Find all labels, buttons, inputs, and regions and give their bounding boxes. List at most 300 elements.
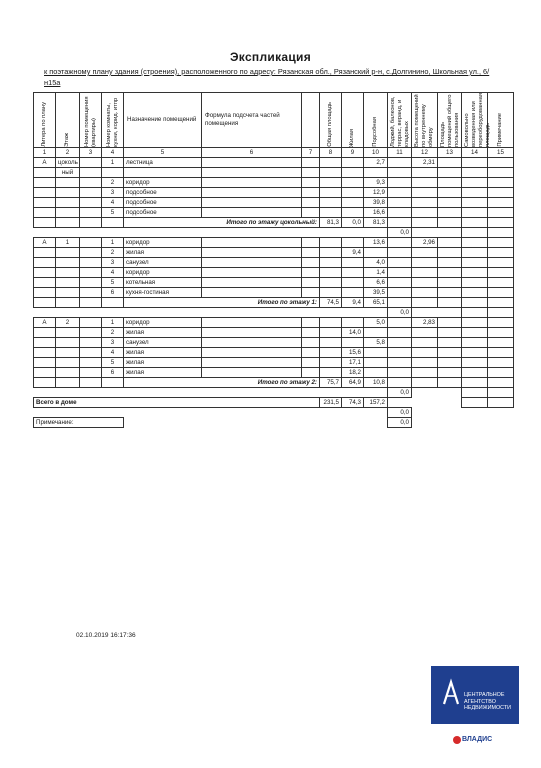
purpose-cell: коридор [124, 178, 202, 188]
note-cell [488, 238, 514, 248]
unauth-cell [462, 208, 488, 218]
table-row [34, 258, 514, 268]
common-cell [438, 178, 462, 188]
room-cell: 2 [102, 178, 124, 188]
apt-cell [80, 278, 102, 288]
col-num: 7 [302, 148, 320, 158]
note-cell [488, 318, 514, 328]
apt-cell [80, 318, 102, 328]
header-apt: Номер помещения (квартиры) [83, 96, 97, 148]
header-living: Жилая [349, 128, 355, 148]
col-num: 3 [80, 148, 102, 158]
brand-icon [453, 736, 461, 744]
common-cell [438, 358, 462, 368]
header-formula: Формула подсчета частей помещения [202, 93, 302, 148]
brand-name: ВЛАДИС [462, 736, 493, 743]
room-cell: 2 [102, 328, 124, 338]
aux-cell: 13,6 [364, 238, 388, 248]
living-cell: 14,0 [342, 328, 364, 338]
unauth-cell [462, 348, 488, 358]
common-cell [438, 208, 462, 218]
lodg-cell [388, 248, 412, 258]
empty-cell [302, 338, 320, 348]
table-row [34, 318, 514, 328]
table-row [34, 328, 514, 338]
purpose-cell: подсобное [124, 198, 202, 208]
purpose-cell: коридор [124, 238, 202, 248]
aux-cell [364, 358, 388, 368]
unauth-cell [462, 338, 488, 348]
formula-cell [202, 188, 302, 198]
formula-cell [202, 198, 302, 208]
apt-cell [80, 338, 102, 348]
room-cell: 1 [102, 158, 124, 168]
header-purpose: Назначение помещений [124, 93, 202, 148]
floor-cell: 1 [56, 238, 80, 248]
apt-cell [80, 358, 102, 368]
lodg-cell [388, 158, 412, 168]
room-cell: 1 [102, 318, 124, 328]
apt-cell [80, 168, 102, 178]
height-cell [412, 278, 438, 288]
height-cell [412, 178, 438, 188]
room-cell: 3 [102, 338, 124, 348]
note-cell [488, 288, 514, 298]
aux-cell: 39,5 [364, 288, 388, 298]
liter-cell [34, 248, 56, 258]
grand-lodg-cell: 0,0 [388, 408, 412, 418]
liter-cell [34, 288, 56, 298]
col-num: 1 [34, 148, 56, 158]
floor-cell: 2 [56, 318, 80, 328]
common-cell [438, 338, 462, 348]
table-row [34, 248, 514, 258]
note-cell [488, 268, 514, 278]
aux-cell: 9,3 [364, 178, 388, 188]
height-cell [412, 248, 438, 258]
header-liter: Литера по плану [41, 102, 47, 148]
unauth-cell [462, 188, 488, 198]
formula-cell [202, 208, 302, 218]
total-cell [320, 368, 342, 378]
empty-cell [302, 268, 320, 278]
purpose-cell: жилая [124, 248, 202, 258]
address-line: к поэтажному плану здания (строения), расположенного по адресу: Рязанская обл., Рязанский р-н, с.Долгинино, Школьная ул., 6/н15а [44, 67, 490, 87]
room-cell: 5 [102, 278, 124, 288]
apt-cell [80, 258, 102, 268]
liter-cell [34, 198, 56, 208]
height-cell [412, 368, 438, 378]
total-cell [320, 338, 342, 348]
header-floor: Этаж [64, 133, 70, 148]
total-cell [320, 358, 342, 368]
floor-cell [56, 348, 80, 358]
purpose-cell: санузел [124, 258, 202, 268]
purpose-cell: жилая [124, 328, 202, 338]
apt-cell [80, 208, 102, 218]
grand-total-label: Всего в доме [34, 398, 320, 408]
living-cell [342, 188, 364, 198]
room-cell: 4 [102, 268, 124, 278]
purpose-cell: лестница [124, 158, 202, 168]
floor-cell [56, 178, 80, 188]
floor-cell [56, 198, 80, 208]
total-cell [320, 238, 342, 248]
aux-cell: 4,0 [364, 258, 388, 268]
table-row [34, 208, 514, 218]
common-cell [438, 318, 462, 328]
floor-cell [56, 268, 80, 278]
living-cell: 9,4 [342, 298, 364, 308]
header-lodg: Лоджий, балконов, террас, веранд, и кладовых [390, 96, 410, 148]
table-row [34, 348, 514, 358]
lodg-cell [388, 288, 412, 298]
height-cell [412, 198, 438, 208]
height-cell: 2,96 [412, 238, 438, 248]
liter-cell [34, 328, 56, 338]
room-cell: 4 [102, 198, 124, 208]
common-cell [438, 278, 462, 288]
note-cell [488, 188, 514, 198]
total-cell: 81,3 [320, 218, 342, 228]
note-cell [488, 278, 514, 288]
table-row [34, 188, 514, 198]
apt-cell [80, 238, 102, 248]
aux-cell: 2,7 [364, 158, 388, 168]
lodg-cell: 0,0 [388, 228, 412, 238]
apt-cell [80, 188, 102, 198]
note-cell [488, 358, 514, 368]
living-cell [342, 288, 364, 298]
lodg-cell [388, 178, 412, 188]
header-row [34, 93, 514, 148]
unauth-cell [462, 278, 488, 288]
common-cell [438, 268, 462, 278]
height-cell [412, 208, 438, 218]
total-cell [320, 288, 342, 298]
liter-cell [34, 178, 56, 188]
common-cell [438, 328, 462, 338]
room-cell: 3 [102, 188, 124, 198]
room-cell [102, 168, 124, 178]
col-num: 9 [342, 148, 364, 158]
formula-cell [202, 158, 302, 168]
living-cell: 9,4 [342, 248, 364, 258]
apt-cell [80, 328, 102, 338]
col-num: 4 [102, 148, 124, 158]
note-cell [488, 328, 514, 338]
header-common: Площадь помещений общего пользования [440, 94, 460, 148]
total-row-cokol [34, 218, 514, 228]
room-cell: 2 [102, 248, 124, 258]
room-cell: 3 [102, 258, 124, 268]
header-note: Примечание [497, 113, 503, 148]
formula-cell [202, 258, 302, 268]
total-cell [320, 248, 342, 258]
liter-cell [34, 258, 56, 268]
aux-cell [364, 248, 388, 258]
section-cokol [34, 158, 514, 218]
floor-cell [56, 208, 80, 218]
unauth-cell [462, 158, 488, 168]
table-row [34, 278, 514, 288]
lodg-cell [388, 168, 412, 178]
col-num: 11 [388, 148, 412, 158]
table-row [34, 238, 514, 248]
col-num: 10 [364, 148, 388, 158]
liter-cell [34, 368, 56, 378]
purpose-cell [124, 168, 202, 178]
apt-cell [80, 268, 102, 278]
table-row [34, 198, 514, 208]
formula-cell [202, 168, 302, 178]
header-empty [302, 93, 320, 148]
agency-logo-icon [442, 680, 460, 706]
common-cell [438, 158, 462, 168]
lodg-cell [388, 348, 412, 358]
apt-cell [80, 368, 102, 378]
living-cell [342, 318, 364, 328]
floor-cell [56, 278, 80, 288]
lodg-cell [388, 278, 412, 288]
table-row [34, 358, 514, 368]
empty-cell [302, 278, 320, 288]
table-row [34, 268, 514, 278]
living-cell: 15,6 [342, 348, 364, 358]
formula-cell [202, 348, 302, 358]
note-label: Примечание: [34, 418, 124, 428]
height-cell [412, 188, 438, 198]
floor-cell [56, 338, 80, 348]
total-row-2 [34, 378, 514, 388]
logo-line-3: НЕДВИЖИМОСТИ [464, 705, 512, 711]
common-cell [438, 188, 462, 198]
unauth-cell [462, 368, 488, 378]
height-cell [412, 288, 438, 298]
apt-cell [80, 348, 102, 358]
formula-cell [202, 318, 302, 328]
living-cell [342, 258, 364, 268]
formula-cell [202, 178, 302, 188]
logo-line-1: ЦЕНТРАЛЬНОЕ [464, 692, 505, 698]
purpose-cell: подсобное [124, 208, 202, 218]
formula-cell [202, 268, 302, 278]
lodg-cell [388, 358, 412, 368]
purpose-cell: котельная [124, 278, 202, 288]
apt-cell [80, 198, 102, 208]
aux-cell: 12,9 [364, 188, 388, 198]
aux-cell: 65,1 [364, 298, 388, 308]
note-lodg-cell: 0,0 [388, 418, 412, 428]
height-cell [412, 258, 438, 268]
liter-cell [34, 338, 56, 348]
common-cell [438, 238, 462, 248]
living-cell: 18,2 [342, 368, 364, 378]
unauth-cell [462, 258, 488, 268]
living-cell: 64,9 [342, 378, 364, 388]
lodg-cell [388, 338, 412, 348]
total-cell [320, 278, 342, 288]
unauth-cell [462, 318, 488, 328]
section-floor-2 [34, 318, 514, 378]
empty-cell [302, 288, 320, 298]
empty-cell [302, 328, 320, 338]
aux-cell: 39,8 [364, 198, 388, 208]
floor-cell: ный [56, 168, 80, 178]
lodg-cell [388, 198, 412, 208]
col-num: 5 [124, 148, 202, 158]
grand-total-row [34, 398, 514, 408]
formula-cell [202, 248, 302, 258]
purpose-cell: жилая [124, 348, 202, 358]
height-cell: 2,31 [412, 158, 438, 168]
lodg-row [34, 388, 514, 398]
lodg-cell [388, 268, 412, 278]
purpose-cell: жилая [124, 358, 202, 368]
common-cell [438, 348, 462, 358]
aux-cell [364, 168, 388, 178]
apt-cell [80, 248, 102, 258]
note-cell [488, 338, 514, 348]
room-cell: 1 [102, 238, 124, 248]
note-cell [488, 158, 514, 168]
aux-cell: 5,0 [364, 318, 388, 328]
total-cell [320, 348, 342, 358]
total-label: Итого по этажу 1: [124, 298, 320, 308]
liter-cell: А [34, 158, 56, 168]
note-row [34, 418, 514, 428]
formula-cell [202, 278, 302, 288]
purpose-cell: коридор [124, 268, 202, 278]
floor-cell [56, 358, 80, 368]
section-floor-1 [34, 238, 514, 298]
aux-cell: 6,6 [364, 278, 388, 288]
total-label: Итого по этажу 2: [124, 378, 320, 388]
total-cell [320, 328, 342, 338]
common-cell [438, 368, 462, 378]
unauth-cell [462, 268, 488, 278]
header-total: Общая площадь [327, 102, 333, 148]
liter-cell [34, 208, 56, 218]
lodg-cell [388, 328, 412, 338]
total-cell [320, 318, 342, 328]
height-cell [412, 358, 438, 368]
common-cell [438, 168, 462, 178]
aux-cell: 10,8 [364, 378, 388, 388]
empty-cell [302, 318, 320, 328]
col-num: 15 [488, 148, 514, 158]
liter-cell: А [34, 238, 56, 248]
formula-cell [202, 288, 302, 298]
total-cell [320, 258, 342, 268]
common-cell [438, 288, 462, 298]
aux-cell: 81,3 [364, 218, 388, 228]
room-cell: 6 [102, 288, 124, 298]
floor-cell: цоколь [56, 158, 80, 168]
lodg-row [34, 228, 514, 238]
grand-lodg-row [34, 408, 514, 418]
table-row [34, 158, 514, 168]
purpose-cell: подсобное [124, 188, 202, 198]
total-row-1 [34, 298, 514, 308]
empty-cell [302, 358, 320, 368]
table-row [34, 288, 514, 298]
empty-cell [302, 188, 320, 198]
table-row [34, 178, 514, 188]
liter-cell [34, 268, 56, 278]
total-label: Итого по этажу цокольный: [124, 218, 320, 228]
aux-cell: 5,8 [364, 338, 388, 348]
lodg-cell: 0,0 [388, 308, 412, 318]
unauth-cell [462, 248, 488, 258]
common-cell [438, 248, 462, 258]
formula-cell [202, 358, 302, 368]
living-cell [342, 278, 364, 288]
floor-cell [56, 188, 80, 198]
common-cell [438, 198, 462, 208]
header-room: Номер комнаты, кухни, корид. итпр [105, 97, 119, 148]
logo-line-2: АГЕНТСТВО [464, 698, 496, 705]
grand-total-cell: 231,5 [320, 398, 342, 408]
col-num: 2 [56, 148, 80, 158]
unauth-cell [462, 238, 488, 248]
note-cell [488, 168, 514, 178]
floor-cell [56, 258, 80, 268]
liter-cell [34, 188, 56, 198]
purpose-cell: кухня-гостиная [124, 288, 202, 298]
formula-cell [202, 338, 302, 348]
height-cell: 2,83 [412, 318, 438, 328]
total-cell [320, 178, 342, 188]
height-cell [412, 168, 438, 178]
floor-cell [56, 248, 80, 258]
header-aux: Подсобная [372, 117, 378, 148]
header-unauth: Самовольно возведенная или переоборудованная площадь [464, 92, 491, 148]
agency-logo-text [464, 692, 518, 712]
table-row [34, 168, 514, 178]
common-cell [438, 258, 462, 268]
col-num: 14 [462, 148, 488, 158]
empty-cell [302, 208, 320, 218]
total-cell [320, 158, 342, 168]
lodg-cell [388, 208, 412, 218]
room-cell: 5 [102, 358, 124, 368]
height-cell [412, 328, 438, 338]
table-row [34, 338, 514, 348]
empty-cell [302, 198, 320, 208]
lodg-cell [388, 188, 412, 198]
liter-cell [34, 348, 56, 358]
purpose-cell: коридор [124, 318, 202, 328]
col-num: 8 [320, 148, 342, 158]
room-cell: 6 [102, 368, 124, 378]
lodg-cell [388, 318, 412, 328]
total-cell: 75,7 [320, 378, 342, 388]
lodg-cell [388, 258, 412, 268]
empty-cell [302, 248, 320, 258]
aux-cell: 16,6 [364, 208, 388, 218]
living-cell [342, 198, 364, 208]
grand-living-cell: 74,3 [342, 398, 364, 408]
total-cell [320, 188, 342, 198]
formula-cell [202, 368, 302, 378]
liter-cell [34, 168, 56, 178]
note-cell [488, 248, 514, 258]
total-cell [320, 168, 342, 178]
total-cell [320, 268, 342, 278]
living-cell [342, 338, 364, 348]
note-cell [488, 368, 514, 378]
